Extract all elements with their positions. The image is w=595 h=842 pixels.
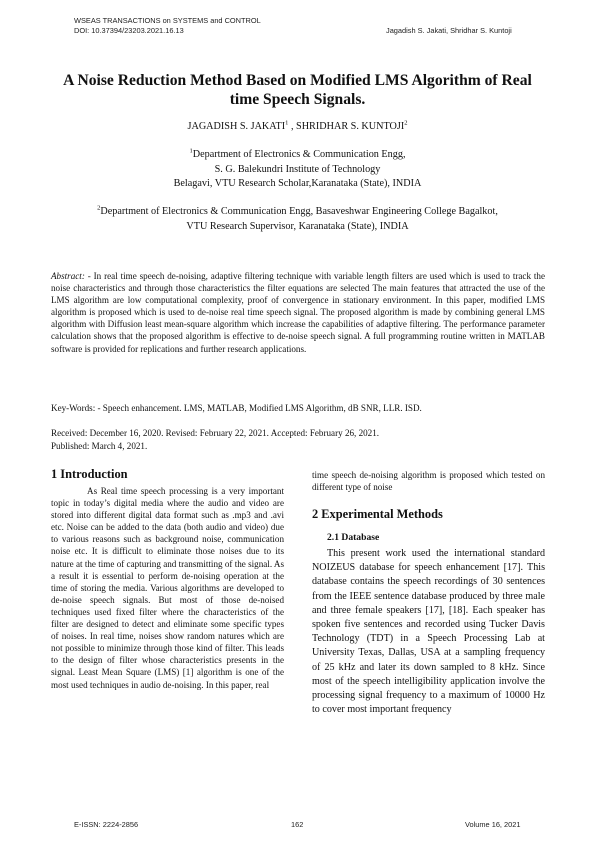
affiliation-1-line-2: S. G. Balekundri Institute of Technology (214, 163, 381, 175)
subsection-2-1-heading: 2.1 Database (327, 532, 380, 543)
introduction-body (51, 485, 284, 691)
affiliation-2-line-1: Department of Electronics & Communication Engg, Basaveshwar Engineering College Bagalkot, (100, 206, 498, 217)
keywords: Key-Words: - Speech enhancement. LMS, MATLAB, Modified LMS Algorithm, dB SNR, LLR. ISD. (51, 403, 422, 413)
abstract (51, 270, 545, 355)
published-date: Published: March 4, 2021. (51, 441, 148, 451)
abstract-text: - In real time speech de-noising, adaptive filtering technique with variable length filters are used which is used to track the noise characteristics and through those characteristics the filter equations are selected The main features that attracted the use of the LMS algorithm are low computational complexity, proof of convergence in stationary environment. In this paper, modified LMS algorithm is proposed which is used to de-noise real time speech signal. The proposed algorithm is made by combining general LMS algorithm with Diffusion least mean-square algorithm which increase the capabilities of adaptive filtering. The performance parameter calculation shows that the proposed algorithm is effective to de-noise speech signal. A full programming routine written in MATLAB software is provided for replications and further research applications. (51, 271, 545, 354)
affiliation-2-line-2: VTU Research Supervisor, Karanataka (State), INDIA (186, 220, 409, 232)
section-1-heading: 1 Introduction (51, 467, 128, 481)
introduction-paragraph: As Real time speech processing is a very important topic in today’s digital media where the audio and video are stored into different digital data format such as .mp3 and .avi etc. Noise can be added to the data (both audio and video) due to various reasons such as background noise, communication noise etc. It is difficult to eliminate those noises due to its nature at the time of capturing and transmitting of the signal. As a result it is essential to perform de-noising operation at the time of storing the media. Various algorithms are developed to de-noise speech signals. But most of those de-noised techniques used fixed filter where the characteristics of the filter are designed to detect and eliminate some specific types of noises. In real time, noises show random natures which are not possible to minimize through those kind of filter. This leads to the design of filter whose characteristics presents in the signal. Least Mean Square (LMS) [1] algorithm is one of the most used techniques in audio de-noising. In this paper, real (51, 486, 284, 690)
author-2-affil-mark: 2 (404, 119, 408, 127)
header-authors: Jagadish S. Jakati, Shridhar S. Kuntoji (386, 26, 512, 35)
received-dates: Received: December 16, 2020. Revised: February 22, 2021. Accepted: February 26, 2021. (51, 428, 380, 438)
doi: DOI: 10.37394/23203.2021.16.13 (74, 26, 184, 35)
affiliation-2 (40, 205, 555, 234)
title-line-2: time Speech Signals. (229, 91, 366, 108)
abstract-label: Abstract: (51, 271, 85, 281)
affiliation-1-line-1: Department of Electronics & Communication Engg, (192, 149, 406, 160)
author-separator: , (288, 121, 297, 132)
author-1-affil-mark: 1 (285, 119, 289, 127)
page-number: 162 (291, 820, 304, 829)
author-1: JAGADISH S. JAKATI (187, 121, 286, 132)
title-line-1: A Noise Reduction Method Based on Modified LMS Algorithm of Real (63, 72, 532, 89)
affiliation-1-line-3: Belagavi, VTU Research Scholar,Karanataka (State), INDIA (173, 178, 422, 189)
database-paragraph: This present work used the international standard NOIZEUS database for speech enhancement [17]. This database contains the speech recordings of 30 sentences from the IEEE sentence database produced by three male and three female speakers [17], [18]. Each speaker has spoken five sentences and recorded using Tucker Davis Technology (TDT) in a Speech Processing Lab at University Texas, Dallas, USA at a sampling frequency of 25 kHz and later its down sampled to 8 kHz. Since most of the speech intelligibility application involve the processing signal frequency to a maximum of 10000 Hz to cover most important frequency (312, 548, 545, 716)
introduction-continuation: time speech de-noising algorithm is proposed which tested on different type of noise (312, 470, 545, 493)
affiliation-1 (40, 148, 555, 192)
footer-volume: Volume 16, 2021 (465, 820, 521, 829)
footer-issn: E-ISSN: 2224-2856 (74, 820, 139, 829)
author-line (40, 121, 555, 132)
paper-title (40, 71, 555, 109)
section-2-heading: 2 Experimental Methods (312, 507, 443, 521)
database-body (312, 547, 545, 717)
affiliation-2-mark: 2 (97, 204, 101, 212)
journal-name: WSEAS TRANSACTIONS on SYSTEMS and CONTROL (74, 16, 261, 25)
affiliation-1-mark: 1 (189, 147, 193, 155)
author-2: SHRIDHAR S. KUNTOJI (296, 121, 405, 132)
